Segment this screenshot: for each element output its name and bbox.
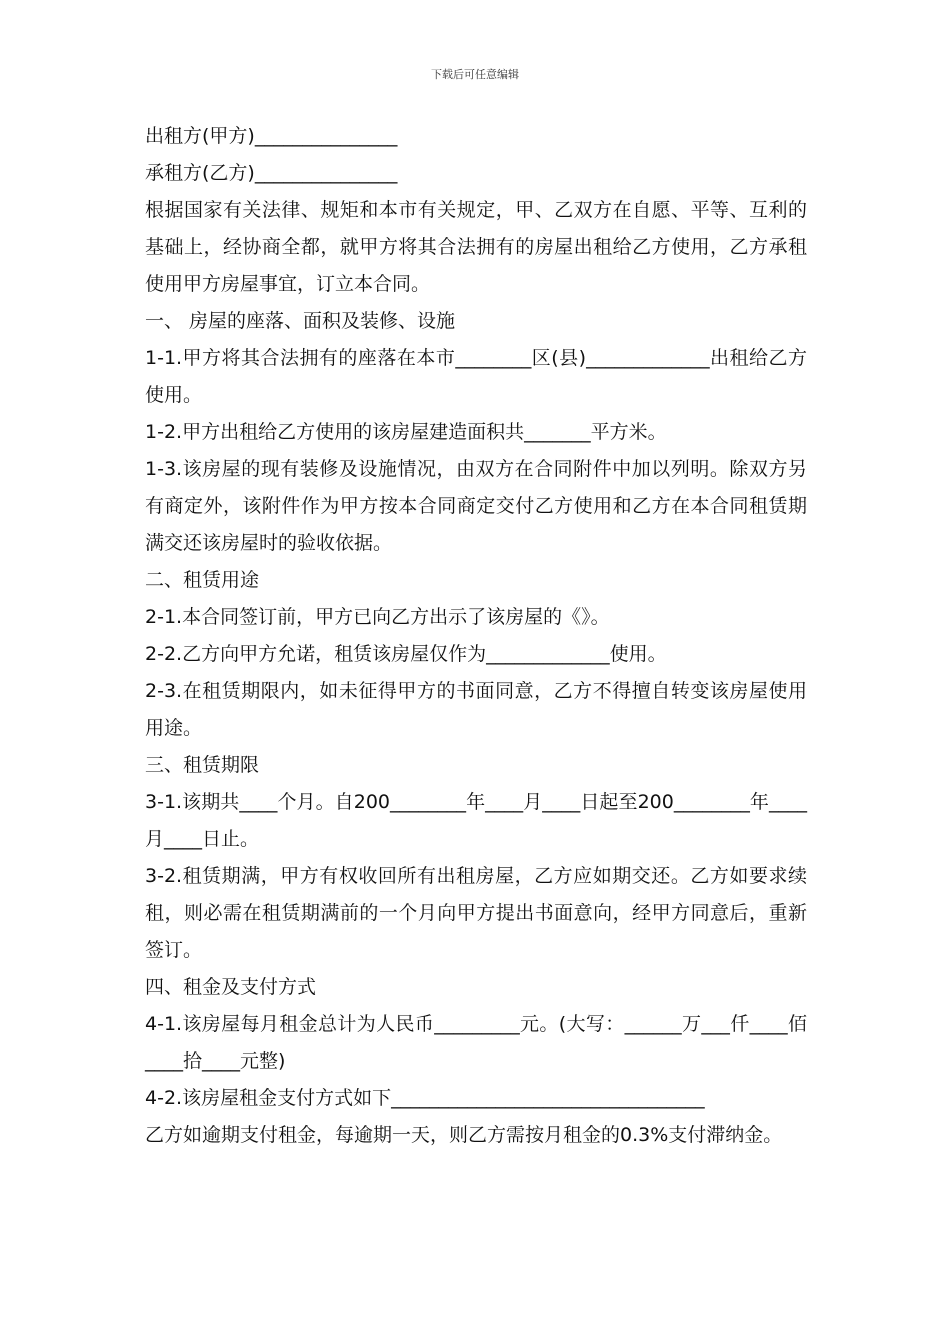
clause-1-2: 1-2.甲方出租给乙方使用的该房屋建造面积共_______平方米。 xyxy=(145,421,667,443)
section-heading-2: 二、租赁用途 xyxy=(145,569,260,591)
lessee-line: 承租方(乙方)_______________ xyxy=(145,162,398,184)
late-fee-paragraph: 乙方如逾期支付租金，每逾期一天，则乙方需按月租金的0.3%支付滞纳金。 xyxy=(145,1124,783,1146)
clause-2-2: 2-2.乙方向甲方允诺，租赁该房屋仅作为_____________使用。 xyxy=(145,643,667,665)
clause-1-1: 1-1.甲方将其合法拥有的座落在本市________区(县)_____________出租给乙方使用。 xyxy=(145,347,807,406)
preamble-paragraph: 根据国家有关法律、规矩和本市有关规定，甲、乙双方在自愿、平等、互利的基础上，经协商全都，就甲方将其合法拥有的房屋出租给乙方使用，乙方承租使用甲方房屋事宜，订立本合同。 xyxy=(145,199,807,295)
clause-2-1: 2-1.本合同签订前，甲方已向乙方出示了该房屋的《》。 xyxy=(145,606,610,628)
section-heading-1: 一、 房屋的座落、面积及装修、设施 xyxy=(145,310,456,332)
section-heading-3: 三、租赁期限 xyxy=(145,754,260,776)
clause-3-2: 3-2.租赁期满，甲方有权收回所有出租房屋，乙方应如期交还。乙方如要求续租，则必需在租赁期满前的一个月向甲方提出书面意向，经甲方同意后，重新签订。 xyxy=(145,865,807,961)
clause-3-1: 3-1.该期共____个月。自200________年____月____日起至200________年____月____日止。 xyxy=(145,791,807,850)
clause-4-1: 4-1.该房屋每月租金总计为人民币_________元。(大写：______万___仟____佰____拾____元整) xyxy=(145,1013,807,1072)
clause-1-3: 1-3.该房屋的现有装修及设施情况，由双方在合同附件中加以列明。除双方另有商定外，该附件作为甲方按本合同商定交付乙方使用和乙方在本合同租赁期满交还该房屋时的验收依据。 xyxy=(145,458,807,554)
clause-4-2: 4-2.该房屋租金支付方式如下_________________________________ xyxy=(145,1087,705,1109)
page-header: 下载后可任意编辑 xyxy=(431,68,519,81)
section-heading-4: 四、租金及支付方式 xyxy=(145,976,317,998)
contract-body xyxy=(145,118,807,1154)
lessor-line: 出租方(甲方)_______________ xyxy=(145,125,398,147)
clause-2-3: 2-3.在租赁期限内，如未征得甲方的书面同意，乙方不得擅自转变该房屋使用用途。 xyxy=(145,680,807,739)
